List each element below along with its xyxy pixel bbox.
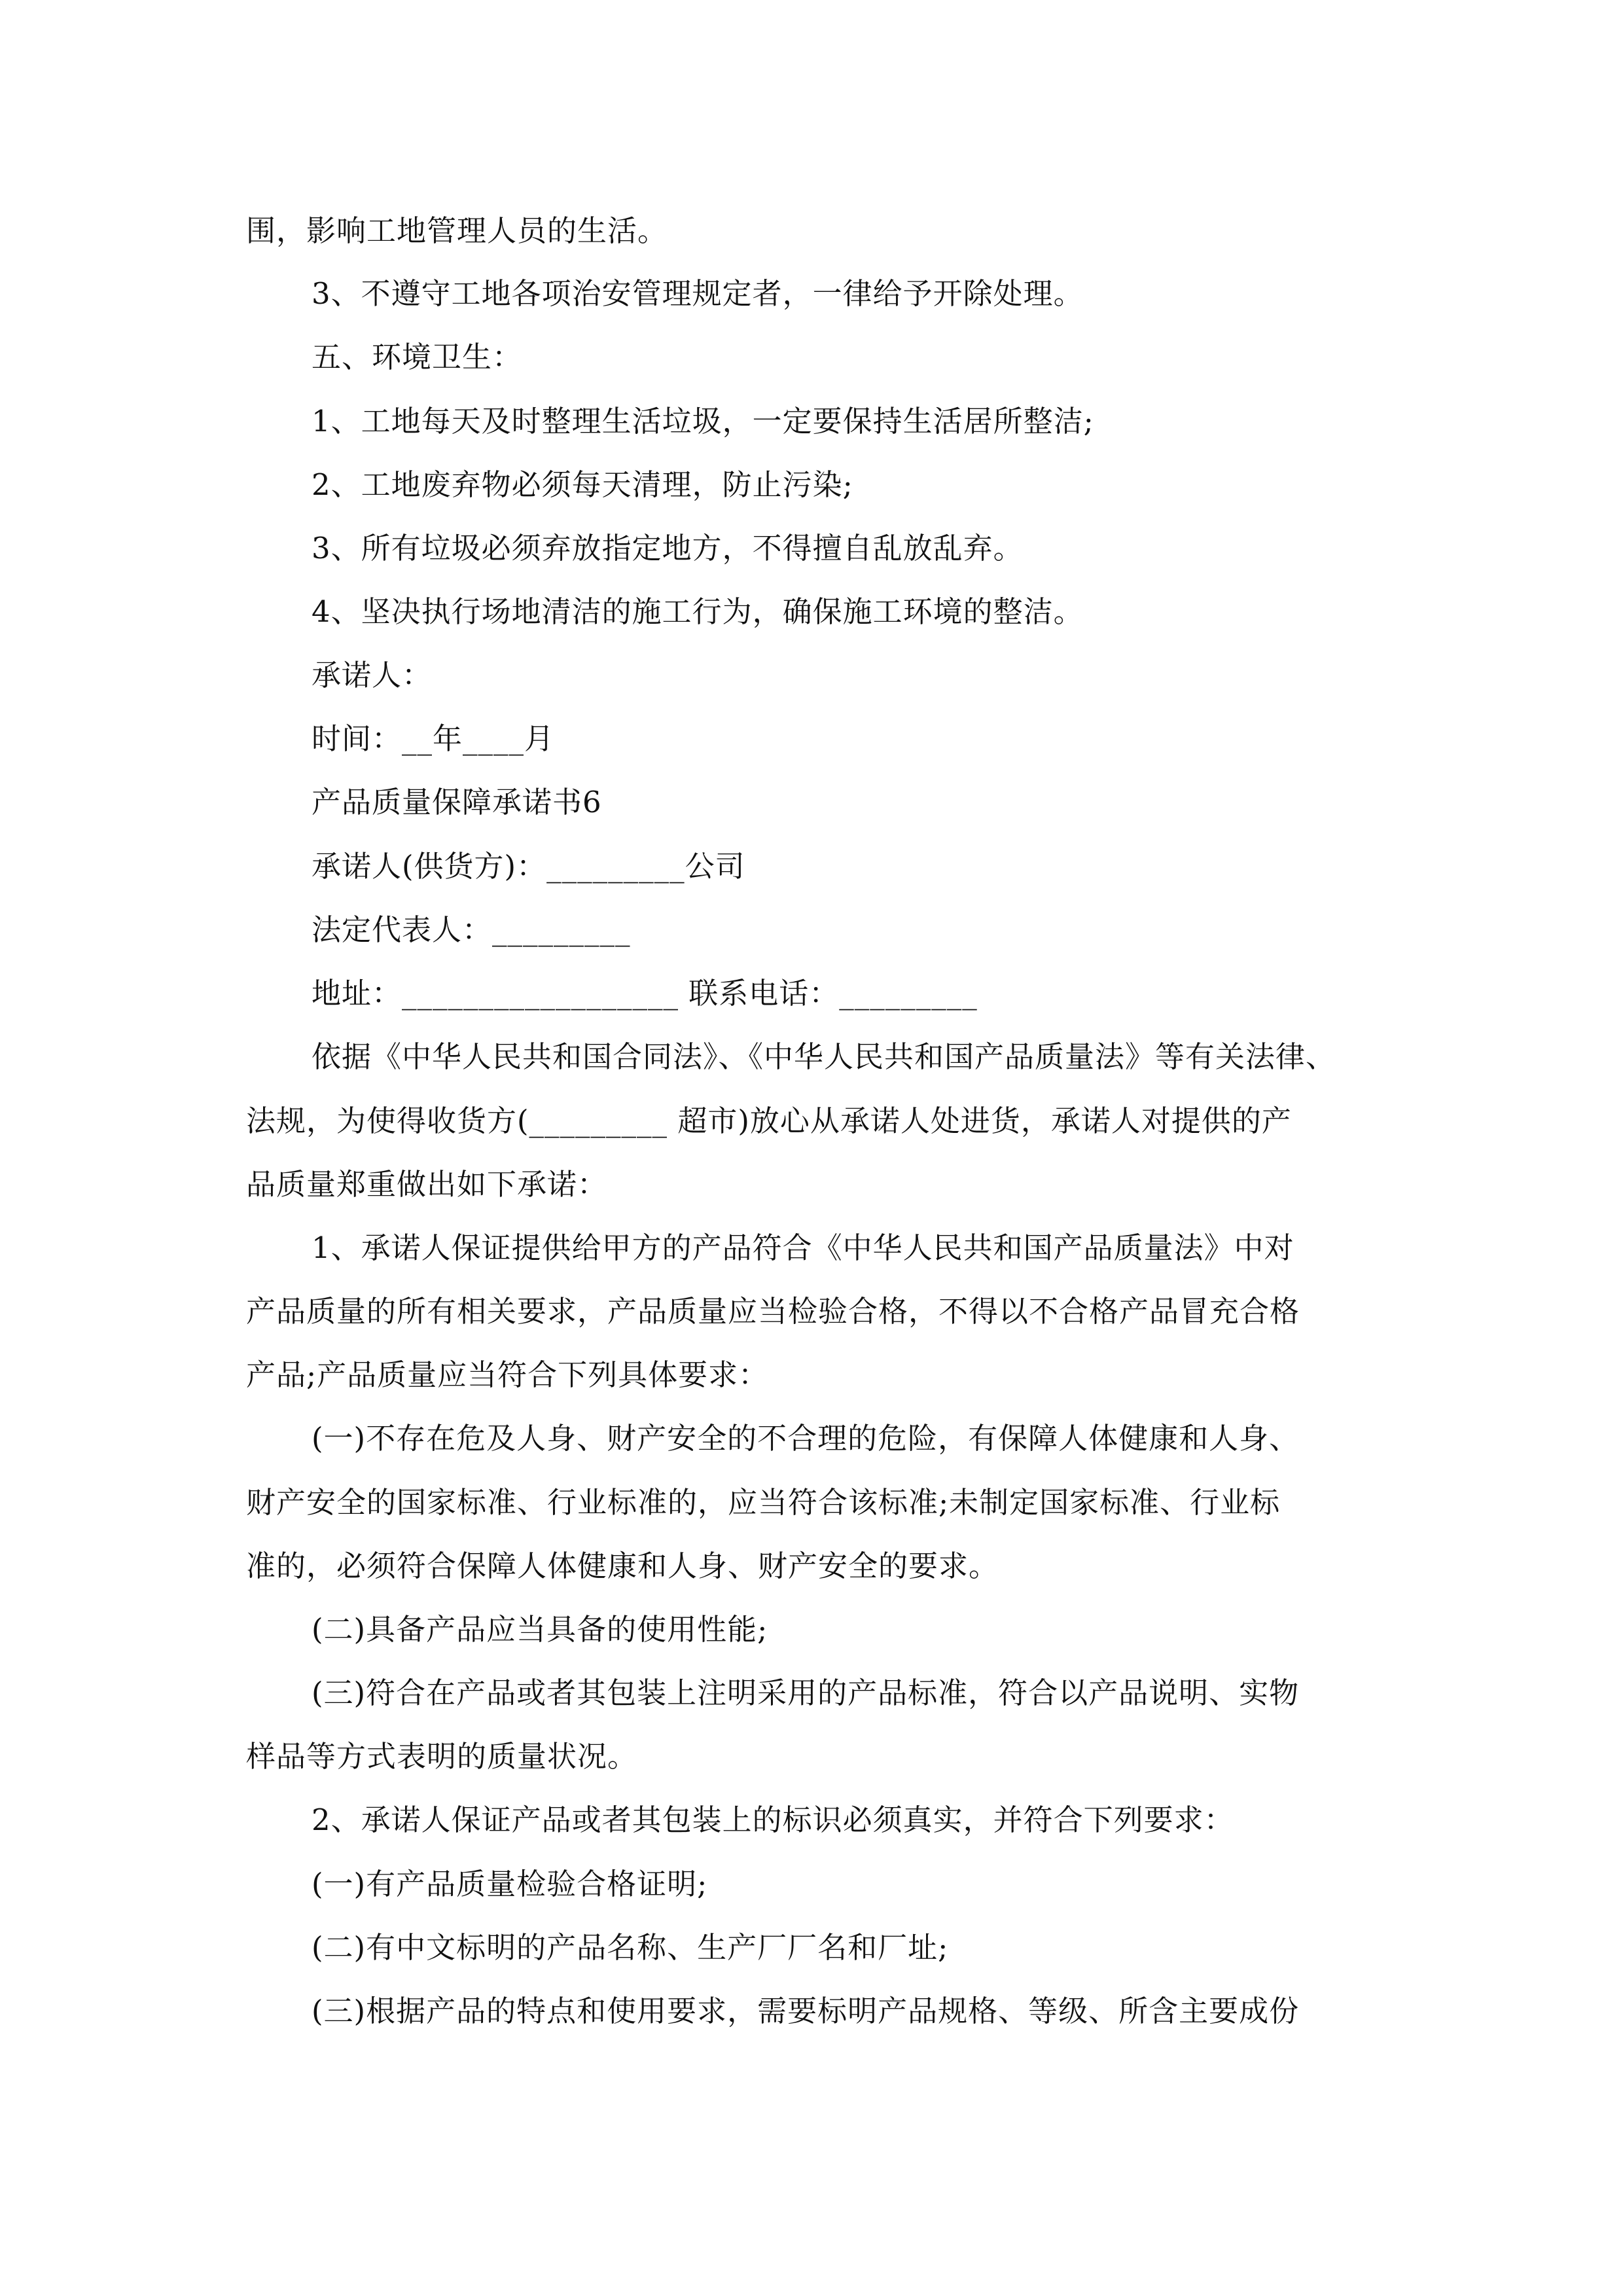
text-line: (二)有中文标明的产品名称、生产厂厂名和厂址; <box>312 1930 949 1965</box>
text-line: 产品质量的所有相关要求，产品质量应当检验合格，不得以不合格产品冒充合格 <box>246 1294 1300 1329</box>
text-line: 1、承诺人保证提供给甲方的产品符合《中华人民共和国产品质量法》中对 <box>312 1230 1294 1265</box>
text-line: 产品;产品质量应当符合下列具体要求： <box>246 1357 769 1392</box>
text-line: 法规，为使得收货方(_________ 超市)放心从承诺人处进货，承诺人对提供的产 <box>246 1103 1292 1138</box>
text-line: (三)根据产品的特点和使用要求，需要标明产品规格、等级、所含主要成份 <box>312 1994 1300 2028</box>
text-line: 准的，必须符合保障人体健康和人身、财产安全的要求。 <box>246 1549 999 1583</box>
text-line: 2、承诺人保证产品或者其包装上的标识必须真实，并符合下列要求： <box>312 1803 1234 1837</box>
date-label: 时间：__年____月 <box>312 721 555 756</box>
text-line: 4、坚决执行场地清洁的施工行为，确保施工环境的整洁。 <box>312 594 1084 629</box>
signature-label: 承诺人： <box>312 658 433 692</box>
text-line: (一)不存在危及人身、财产安全的不合理的危险，有保障人体健康和人身、 <box>312 1421 1300 1456</box>
text-line: (二)具备产品应当具备的使用性能; <box>312 1612 768 1647</box>
text-line: 3、不遵守工地各项治安管理规定者，一律给予开除处理。 <box>312 276 1084 311</box>
text-line: 2、工地废弃物必须每天清理，防止污染; <box>312 467 853 502</box>
text-line: 样品等方式表明的质量状况。 <box>246 1739 638 1774</box>
supplier-line: 承诺人(供货方)：_________公司 <box>312 849 745 884</box>
text-line: 3、所有垃圾必须弃放指定地方，不得擅自乱放乱弃。 <box>312 531 1024 565</box>
text-line: 品质量郑重做出如下承诺： <box>246 1167 608 1202</box>
text-line: 围，影响工地管理人员的生活。 <box>246 213 668 248</box>
text-line: 财产安全的国家标准、行业标准的，应当符合该标准;未制定国家标准、行业标 <box>246 1485 1281 1520</box>
text-line: (一)有产品质量检验合格证明; <box>312 1867 708 1901</box>
section-heading: 五、环境卫生： <box>312 340 523 374</box>
document-title: 产品质量保障承诺书6 <box>312 785 602 819</box>
address-phone-line: 地址：__________________ 联系电话：_________ <box>312 976 978 1011</box>
text-line: 1、工地每天及时整理生活垃圾，一定要保持生活居所整洁; <box>312 404 1094 439</box>
legal-representative-line: 法定代表人：_________ <box>312 912 631 947</box>
text-line: (三)符合在产品或者其包装上注明采用的产品标准，符合以产品说明、实物 <box>312 1676 1300 1710</box>
text-line: 依据《中华人民共和国合同法》、《中华人民共和国产品质量法》等有关法律、 <box>312 1039 1336 1074</box>
